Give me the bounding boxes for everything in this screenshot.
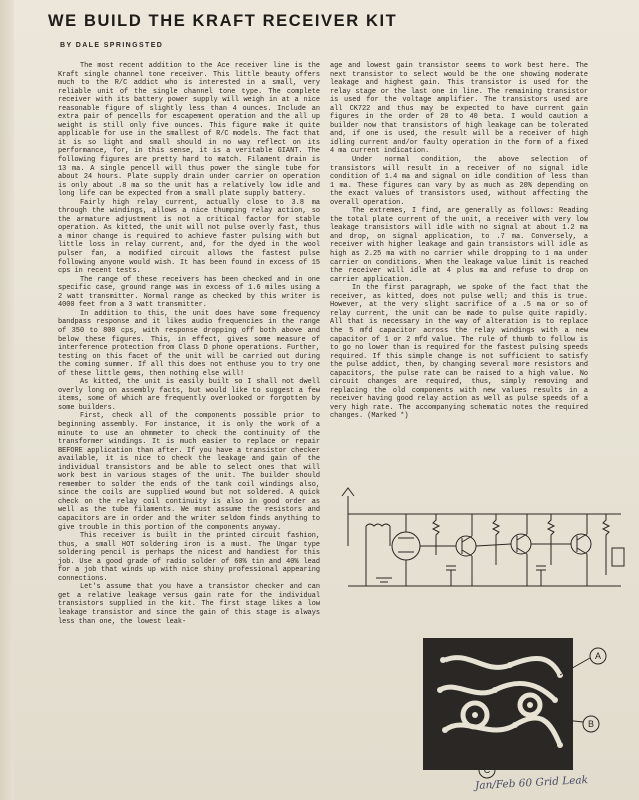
pcb-label-c: C	[483, 765, 491, 775]
transistor-icon	[511, 534, 531, 554]
antenna-icon	[342, 488, 354, 496]
article-byline: BY DALE SPRINGSTED	[60, 42, 164, 49]
pcb-label-b: B	[587, 719, 595, 729]
article-title: WE BUILD THE KRAFT RECEIVER KIT	[48, 12, 398, 30]
page-edge-shadow	[0, 0, 14, 800]
pcb-label-a: A	[594, 651, 602, 661]
printed-circuit-board-diagram	[415, 620, 615, 780]
paragraph: Fairly high relay current, actually close to 3.8 ma through the windings, allows a nice thumping relay action, so the armature adjustment is not a critical factor for stable operation. As kitted, the unit will not pulse overly fast, thus a minor change is required to achieve faster pulsing with but little loss in relay current, and, for the dyed in the wool pulser fan, a modified circuit allows the fastest pulse following anyone would wish. It has been found in excess of 15 cps in recent tests.	[58, 198, 320, 276]
paragraph: In the first paragraph, we spoke of the fact that the receiver, as kitted, does not pulse well; and this is true. However, at the very slight sacrifice of a .5 ma or so of relay current, the unit can be made to pulse quite rapidly. All that is necessary in the way of alteration is to replace the 5 mfd capacitor across the relay windings with a new capacitor of 1 or 2 mfd value. The rule of thumb to follow is to go no lower than is required for the fastest pulsing speeds required. If this simple change is not sufficient to satisfy the pulse addict, then, by changing several more resistors and capacitors, the pulse rate can be raised to a high value. No circuit changes are required, thus, simply removing and replacing the old components with new values results in a receiver having good relay action as well as pulse speeds of a very high rate. The accompanying schematic notes the required changes. (Marked *)	[330, 284, 588, 421]
transistor-icon	[571, 534, 591, 554]
relay-icon	[612, 548, 624, 566]
paragraph: This receiver is built in the printed circuit fashion, thus, a small HOT soldering iron is a must. The Ungar type soldering pencil is perhaps the nicest and handiest for this job. Use a good grade of radio solder of 60% tin and 40% lead for a job that winds up with nice shiny professional appearing connections.	[58, 532, 320, 583]
paragraph: Let's assume that you have a transistor checker and can get a relative leakage versus gain rate for the individual transistors supplied in the kit. The first stage likes a low leakage transistor and since the gain of this stage is always less than one, the lowest leak-	[58, 583, 320, 626]
paragraph: The most recent addition to the Ace receiver line is the Kraft single channel tone receiver. This little beauty offers much to the R/C addict who is interested in a small, very reliable unit of the single channel tone type. The complete receiver with its battery power supply will weigh in at a nice reasonable figure of slightly less than 4 ounces. Include an extra pair of pencells for escapement operation and the all up weight is still only five ounces. This figure make it quite applicable for use in the smallest of R/C models. The fact that it is so light and small should in no way reflect on its performance, for, in this sense, it is a veritable GIANT. The following figures are pretty hard to match. Filament drain is 13 ma. A single pencell will thus power the single tube for about 24 hours. Plate supply drain under carrier on operation is only about .8 ma so the unit has a relatively low idle and long life can be expected from a small plate supply battery.	[58, 62, 320, 199]
handwritten-note: Jan/Feb 60 Grid Leak	[474, 774, 589, 792]
paragraph: The extremes, I find, are generally as follows: Reading the total plate current of the unit, a receiver with very low leakage transistors will idle with no signal at about 1.2 ma and drop, on signal application, to .7 ma. Conversely, a receiver with higher leakage and gain transistors will idle as high as 2.25 ma with no carrier while dropping to 1 ma under carrier on conditions. When the leakage value limit is reached the receiver will idle at 4 plus ma and refuse to drop on carrier application.	[330, 207, 588, 284]
tube-icon	[392, 532, 420, 560]
left-text-column	[58, 62, 320, 626]
paragraph: The range of these receivers has been checked and in one specific case, ground range was in excess of 1.6 miles using a 2 watt transmitter. Normal range as checked by this writer is 4000 feet from a 3 watt transmitter.	[58, 275, 320, 310]
paragraph: As kitted, the unit is easily built so I shall not dwell overly long on assembly facts, but would like to suggest a few items, some of which are frequently overlooked or forgotten by some builders.	[58, 378, 320, 412]
paragraph: First, check all of the components possible prior to beginning assembly. For instance, it is only the work of a minute to use an ohmmeter to check the continuity of the transformer windings. It is much easier to replace or repair BEFORE application than after. If you have a transistor checker available, it is nice to check the leakage and gain of the individual transistors and be able to select ones that will work best in various stages of the unit. The builder should remember to solder the ends of the tank coil windings also, since the coils are supplied wound but not soldered. A quick check on the relay coil continuity is also in good order as well as the tube filaments. We must assume the resistors and capacitors are in order and the writer seldom finds anything to give trouble in this portion of the components anyway.	[58, 412, 320, 532]
tank-coil-icon	[366, 524, 390, 526]
receiver-schematic-diagram	[336, 486, 636, 606]
right-text-column	[330, 62, 588, 421]
paragraph: age and lowest gain transistor seems to work best here. The next transistor to select would be the one showing moderate leakage and highest gain. This transistor is used for the relay stage or the last one in line. The remaining transistor is used for the voltage amplifier. The transistors used are all CK722 and thus may be expected to have current gain figures in the order of 20 to 40 beta. I would caution a builder now that transistors of high leakage can be tolerated and, if one is used, the result will be a receiver of high idling current and/or faulty operation in the form of a fixed 4 ma current indication.	[330, 62, 588, 156]
transistor-icon	[456, 536, 476, 556]
paragraph: Under normal condition, the above selection of transistors will result in a receiver of no signal idle condition of 1.4 ma and signal on idle condition of less than 1 ma. These figures can vary by as much as 20% depending on the exact values of transistors used, without affecting the overall operation.	[330, 156, 588, 207]
paragraph: In addition to this, the unit does have some frequency bandpass response and it likes audio frequencies in the range of 350 to 800 cps, with response dropping off both above and below these figures. This, in effect, gives some measure of interference protection from Class D phone operations. Further, testing on this facet of the unit will be carried out during the coming summer. If all this does not enthuse you to try one of these little gems, then nothing else will!	[58, 309, 320, 378]
